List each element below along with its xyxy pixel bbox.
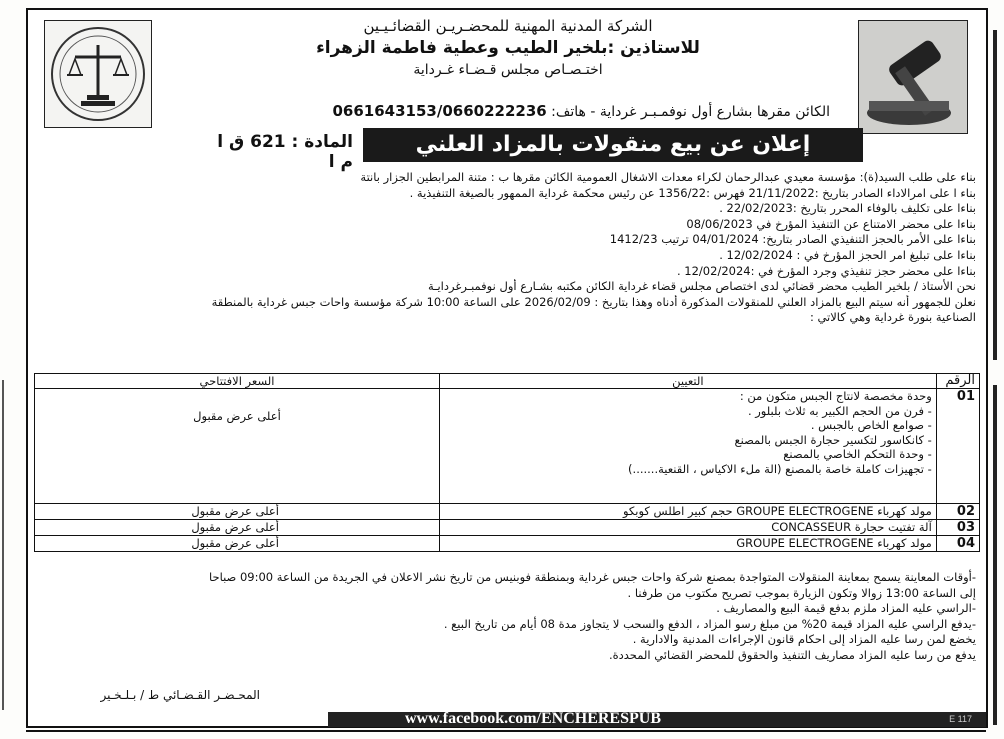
- scale-icon: [45, 21, 151, 127]
- header-number: الرقم: [936, 374, 979, 389]
- row-number: 04: [936, 536, 979, 552]
- bailiff-names: للاستاذين :بلخير الطيب وعطية فاطمة الزهراء: [316, 38, 700, 58]
- note-line: -الراسي عليه المزاد ملزم بدفع قيمة البيع والمصاريف .: [716, 601, 976, 616]
- file-number: المادة : 621 ق ا م ا: [217, 132, 353, 172]
- paragraph: بناء ا على امرالاداء الصادر بتاريخ :21/11/2022 فهرس :1356/22 عن رئيس محكمة غرداية الممهور بالصيغة التنفيذية .: [409, 185, 976, 200]
- desc-line: - وحدة التحكم الخاصي بالمصنع: [783, 447, 932, 462]
- table-header-row: [35, 374, 980, 389]
- note-line: يخضع لمن رسا عليه المزاد إلى احكام قانون الإجراءات المدنية والادارية .: [632, 632, 976, 647]
- desc-line: - صوامع الخاص بالجبس .: [810, 418, 932, 433]
- desc-line: - فرن من الحجم الكبير به ثلاث بلبلور .: [747, 403, 932, 418]
- paragraph: بناءا على محضر حجز تنفيذي وجرد المؤرخ في :12/02/2024 .: [676, 263, 976, 278]
- desc-line: وحدة مخصصة لانتاج الجبس متكون من :: [739, 389, 932, 403]
- footer-link[interactable]: www.facebook.com/ENCHERESPUB: [404, 710, 661, 727]
- page-edge-right: [990, 0, 1004, 739]
- row-description: [439, 389, 936, 504]
- company-name: الشركة المدنية المهنية للمحضـريـن القضائـيـين: [363, 17, 653, 35]
- header-price: السعر الافتتاحي: [35, 374, 440, 389]
- sale-conditions: [36, 570, 976, 664]
- paragraph: بناء على طلب السيد(ة): مؤسسة معيدي عبدالرحمان لكراء معدات الاشغال العمومية الكائن مقرها ب : متنة المرابطين الجزار بانتة: [360, 170, 976, 184]
- paragraph: بناءا على الأمر بالحجز التنفيذي الصادر بتاريخ: 04/01/2024 ترتيب 1412/23: [609, 232, 976, 247]
- paragraph: بناءا على تبليغ امر الحجز المؤرخ في : 12/02/2024 .: [719, 247, 976, 262]
- jurisdiction: اختـصـاص مجلس قـضـاء غـرداية: [413, 62, 603, 78]
- paragraph: نحن الأستاذ / بلخير الطيب محضر قضائي لدى اختصاص مجلس قضاء غرداية الكائن مكتبه بشـارع أول نوفمبـرغردايـة: [427, 279, 976, 294]
- auction-notice: [26, 8, 988, 728]
- desc-line: - تجهيزات كاملة خاصة بالمصنع (الة ملء الاكياس ، القنعية.......): [628, 461, 932, 476]
- reference-code: E 117: [949, 714, 972, 724]
- row-price: أعلى عرض مقبول: [35, 536, 440, 552]
- page-edge-left: [0, 0, 8, 739]
- row-description: مولد كهرباء GROUPE ELECTROGENE حجم كبير اطلس كوبكو: [439, 504, 936, 520]
- note-line: يدفع من رسا عليه المزاد مصاريف التنفيذ والحقوق للمحضر القضائي المحددة.: [608, 647, 976, 662]
- legal-basis: [36, 170, 976, 326]
- paragraph: الصناعية بنورة غرداية وهي كالاتي :: [809, 310, 976, 325]
- paragraph: بناءا على محضر الامتناع عن التنفيذ المؤرخ في 08/06/2023: [686, 216, 976, 231]
- paragraph: نعلن للجمهور أنه سيتم البيع بالمزاد العلني للمنقولات المذكورة أدناه وهذا بتاريخ : 2026/02/09 على الساعة 10:00 شركة مؤسسة واحات جبس غرداية بالمنطقة: [211, 294, 976, 309]
- header-description: التعيين: [439, 374, 936, 389]
- row-number: 02: [936, 504, 979, 520]
- justice-scale-emblem: [44, 20, 152, 128]
- note-line: -يدفع الراسي عليه المزاد قيمة 20% من مبلغ رسو المزاد ، الدفع والسحب لا يتجاوز مدة 08 أيام من تاريخ البيع .: [443, 616, 976, 631]
- gavel-icon: [859, 21, 967, 133]
- price-text: أعلى عرض مقبول: [193, 409, 281, 423]
- note-line: -أوقات المعاينة يسمح بمعاينة المنقولات المتواجدة بمصنع شركة واحات جبس غرداية وبمنطقة فوبنيس من تاريخ نشر الاعلان في الجريدة من الساعة 09:00 صباحا: [208, 570, 976, 584]
- header-text: [178, 16, 838, 80]
- note-line: إلى الساعة 13:00 زوالا وتكون الزيارة بموجب تصريح مكتوب من طرفنا .: [627, 585, 976, 600]
- row-description: آلة تفتيت حجارة CONCASSEUR: [439, 520, 936, 536]
- paragraph: بناءا على تكليف بالوفاء المحرر بتاريخ :22/02/2023 .: [719, 201, 976, 216]
- notice-header: [28, 10, 986, 170]
- row-price: أعلى عرض مقبول: [35, 504, 440, 520]
- row-price: [35, 389, 440, 504]
- row-number: 01: [936, 389, 979, 504]
- phone-numbers: 0661643153/0660222236: [332, 102, 547, 120]
- desc-line: - كانكاسور لتكسير حجارة الجبس بالمصنع: [734, 432, 932, 447]
- table-row: [35, 504, 980, 520]
- row-price: أعلى عرض مقبول: [35, 520, 440, 536]
- notice-title: إعلان عن بيع منقولات بالمزاد العلني: [363, 128, 863, 162]
- table-row: [35, 536, 980, 552]
- items-table: [34, 373, 980, 552]
- bottom-rule: [26, 730, 986, 732]
- address-line: [230, 102, 830, 120]
- gavel-photo: [858, 20, 968, 134]
- table-row: [35, 389, 980, 504]
- bailiff-signature: المحـضـر القـضـائي ط / بـلـخـير: [100, 688, 260, 702]
- table-row: [35, 520, 980, 536]
- row-number: 03: [936, 520, 979, 536]
- address: الكائن مقرها بشارع أول نوفمـبـر غرداية - هاتف:: [551, 104, 830, 120]
- row-description: مولد كهرباء GROUPE ELECTROGENE: [439, 536, 936, 552]
